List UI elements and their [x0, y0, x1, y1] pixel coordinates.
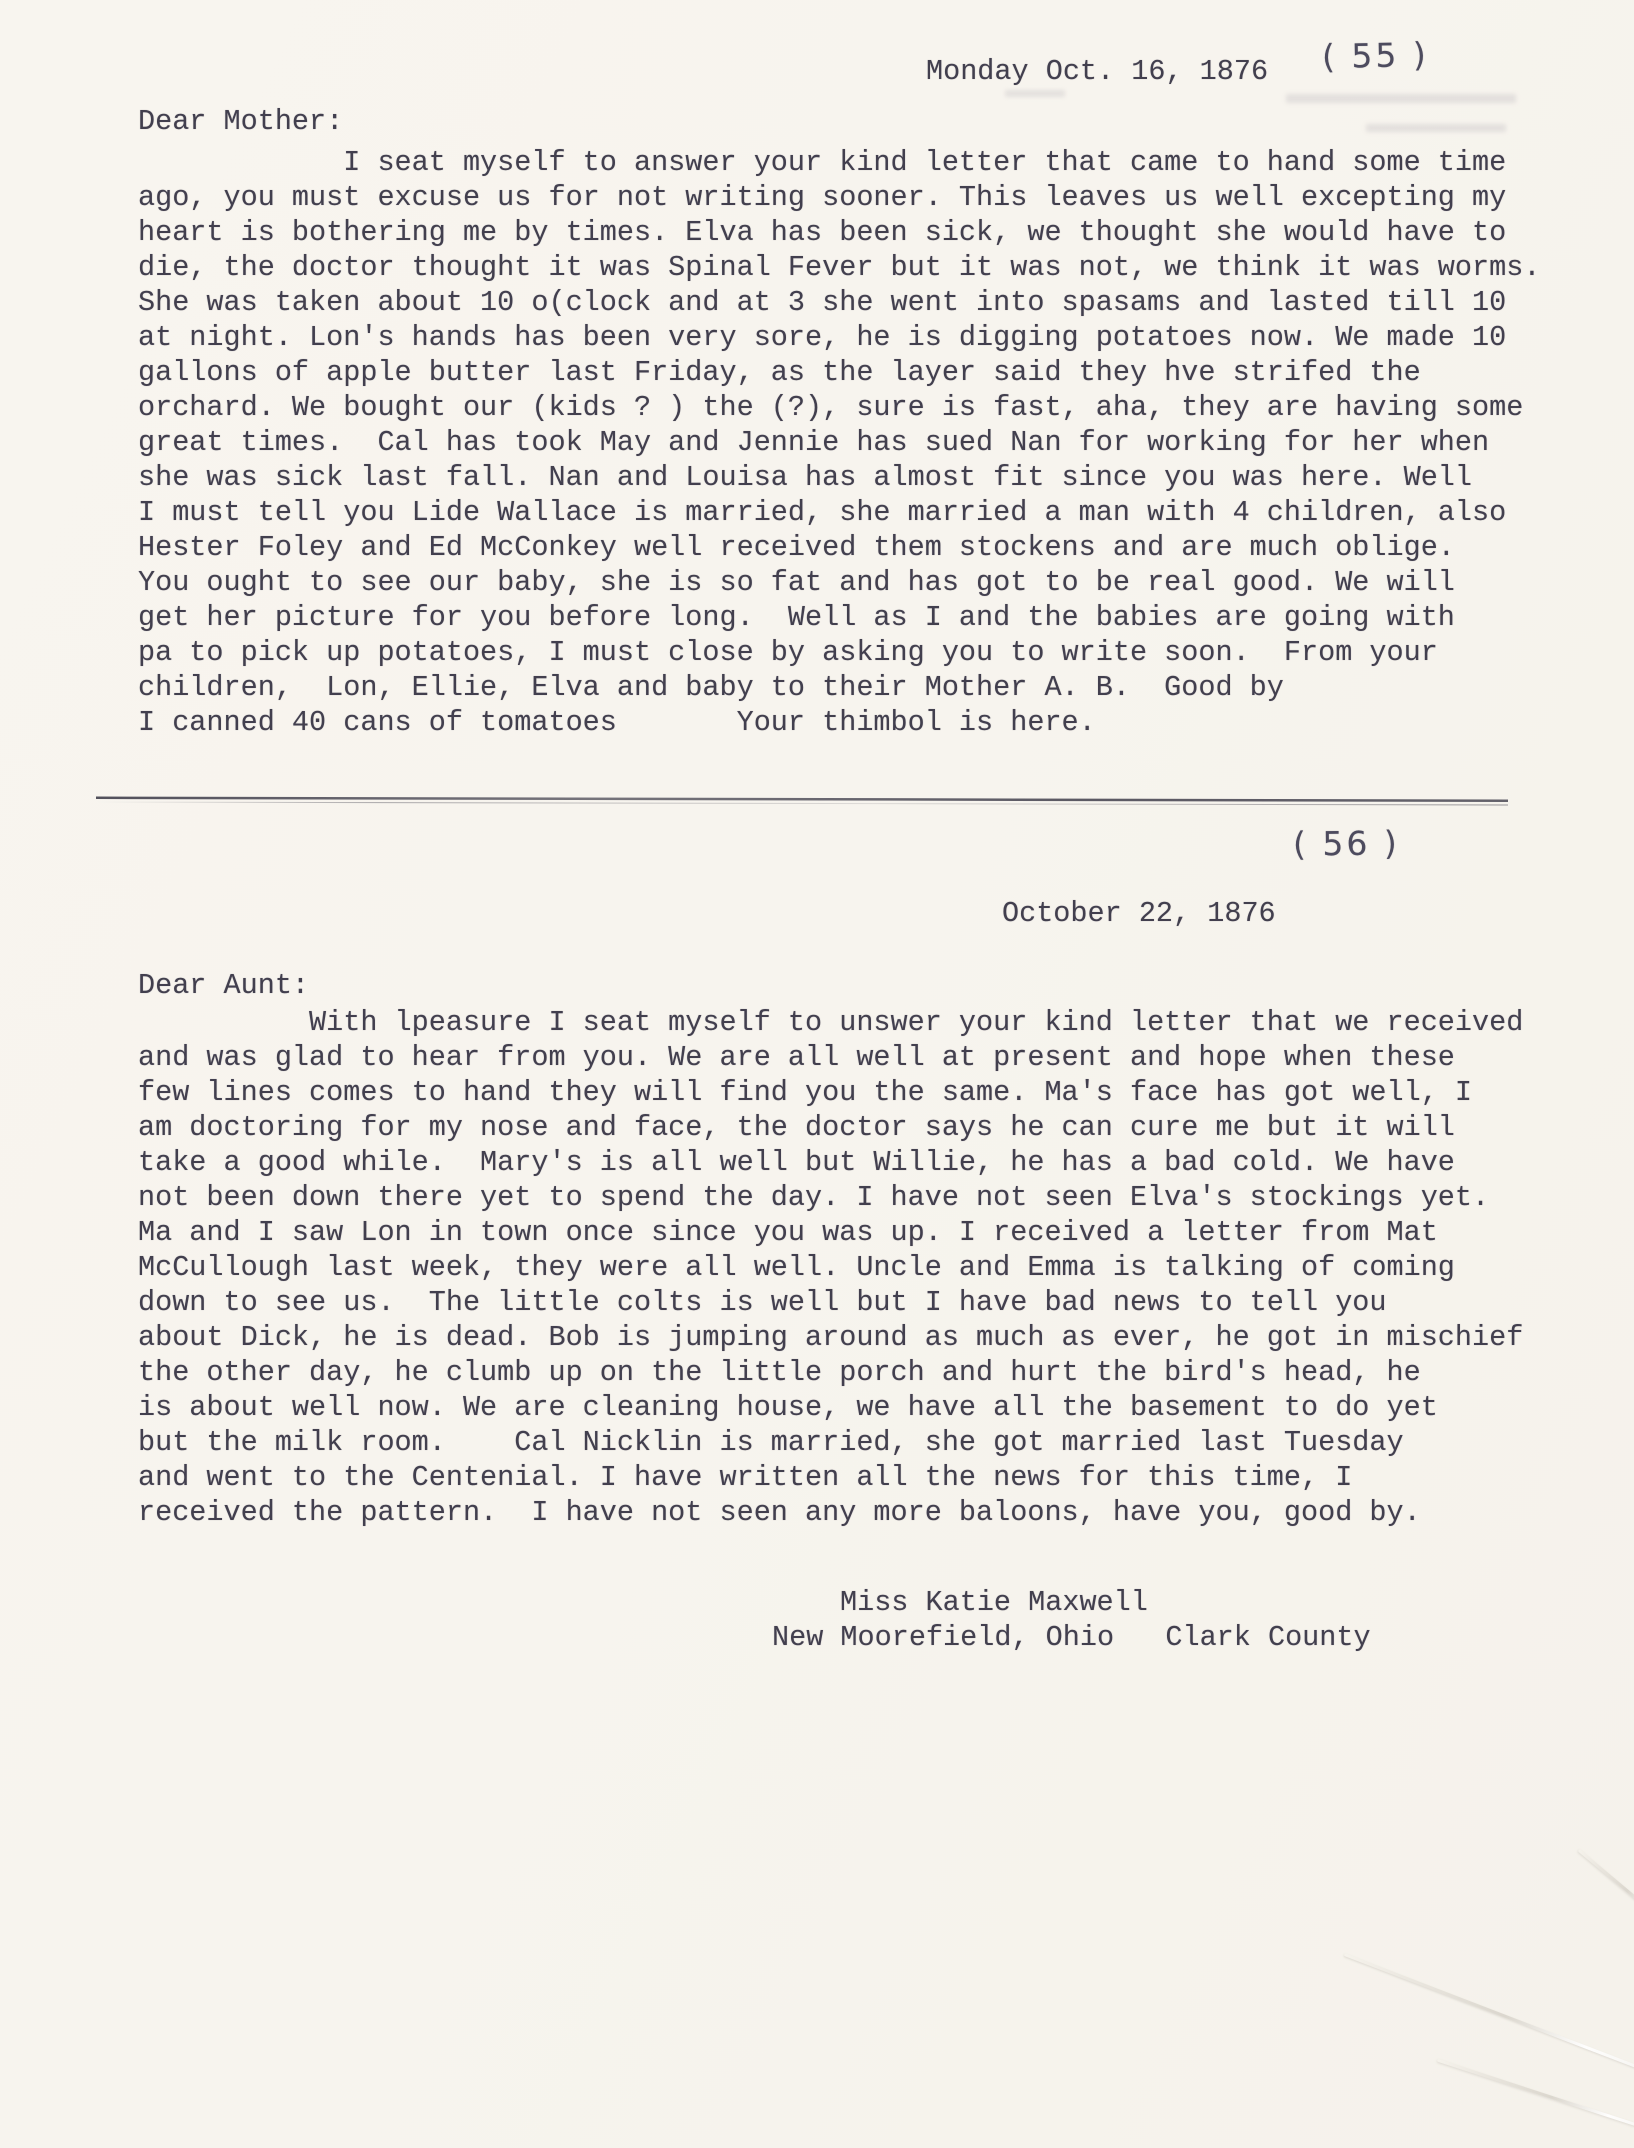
typed-line: received the pattern. I have not seen any more baloons, have you, good by.: [138, 1496, 1421, 1529]
section-divider-line: [96, 797, 1508, 806]
typed-line: I must tell you Lide Wallace is married, she married a man with 4 children, also: [138, 496, 1507, 529]
typed-line: few lines comes to hand they will find you the same. Ma's face has got well, I: [138, 1076, 1473, 1109]
typed-line: With lpeasure I seat myself to unswer your kind letter that we received: [138, 1006, 1524, 1039]
typed-line: and went to the Centenial. I have written all the news for this time, I: [138, 1461, 1353, 1494]
typed-line: she was sick last fall. Nan and Louisa has almost fit since you was here. Well: [138, 461, 1473, 494]
typed-line: pa to pick up potatoes, I must close by asking you to write soon. From your: [138, 636, 1438, 669]
signature-name: Miss Katie Maxwell: [840, 1586, 1148, 1619]
letter1-date: Monday Oct. 16, 1876: [926, 55, 1269, 88]
typed-line: am doctoring for my nose and face, the doctor says he can cure me but it will: [138, 1111, 1455, 1144]
typed-line: heart is bothering me by times. Elva has been sick, we thought she would have to: [138, 216, 1507, 249]
typed-line: the other day, he clumb up on the little porch and hurt the bird's head, he: [138, 1356, 1421, 1389]
typed-line: not been down there yet to spend the day. I have not seen Elva's stockings yet.: [138, 1181, 1490, 1214]
typed-line: gallons of apple butter last Friday, as the layer said they hve strifed the: [138, 356, 1421, 389]
typed-line: down to see us. The little colts is well but I have bad news to tell you: [138, 1286, 1387, 1319]
letter2-body: [138, 1005, 1523, 1530]
typed-line: ago, you must excuse us for not writing sooner. This leaves us well excepting my: [138, 181, 1507, 214]
typed-line: but the milk room. Cal Nicklin is married, she got married last Tuesday: [138, 1426, 1404, 1459]
typed-line: Hester Foley and Ed McConkey well received them stockens and are much oblige.: [138, 531, 1455, 564]
typed-line: about Dick, he is dead. Bob is jumping around as much as ever, he got in mischief: [138, 1321, 1524, 1354]
typed-line: orchard. We bought our (kids ? ) the (?), sure is fast, aha, they are having some: [138, 391, 1524, 424]
typed-line: die, the doctor thought it was Spinal Fever but it was not, we think it was worms.: [138, 251, 1541, 284]
signature-address: New Moorefield, Ohio Clark County: [772, 1621, 1371, 1654]
faded-ink-smudge: [1286, 94, 1516, 103]
typed-line: I canned 40 cans of tomatoes Your thimbol is here.: [138, 706, 1096, 739]
typed-line: get her picture for you before long. Well as I and the babies are going with: [138, 601, 1455, 634]
typed-line: take a good while. Mary's is all well but Willie, he has a bad cold. We have: [138, 1146, 1455, 1179]
typed-line: I seat myself to answer your kind letter that came to hand some time: [138, 146, 1507, 179]
page-number-55: ( 55 ): [1321, 34, 1430, 77]
letter1-body: [138, 145, 1540, 740]
faded-ink-smudge: [1366, 124, 1506, 132]
letter2-salutation: Dear Aunt:: [138, 969, 310, 1002]
typed-line: She was taken about 10 o(clock and at 3 she went into spasams and lasted till 10: [138, 286, 1507, 319]
typed-line: is about well now. We are cleaning house, we have all the basement to do yet: [138, 1391, 1438, 1424]
typed-line: children, Lon, Ellie, Elva and baby to their Mother A. B. Good by: [138, 671, 1284, 704]
typed-line: at night. Lon's hands has been very sore, he is digging potatoes now. We made 10: [138, 321, 1507, 354]
letter2-date: October 22, 1876: [1002, 897, 1276, 930]
faded-ink-smudge: [1005, 90, 1065, 97]
typed-line: McCullough last week, they were all well. Uncle and Emma is talking of coming: [138, 1251, 1455, 1284]
letter1-salutation: Dear Mother:: [138, 105, 344, 138]
typed-line: Ma and I saw Lon in town once since you was up. I received a letter from Mat: [138, 1216, 1438, 1249]
paper-crease: [1578, 1849, 1634, 1954]
page-number-56: ( 56 ): [1292, 823, 1400, 864]
paper-crease: [1344, 1953, 1634, 2110]
typed-line: great times. Cal has took May and Jennie has sued Nan for working for her when: [138, 426, 1490, 459]
paper-crease: [1437, 2059, 1634, 2148]
typed-line: You ought to see our baby, she is so fat and has got to be real good. We will: [138, 566, 1455, 599]
typed-line: and was glad to hear from you. We are all well at present and hope when these: [138, 1041, 1455, 1074]
